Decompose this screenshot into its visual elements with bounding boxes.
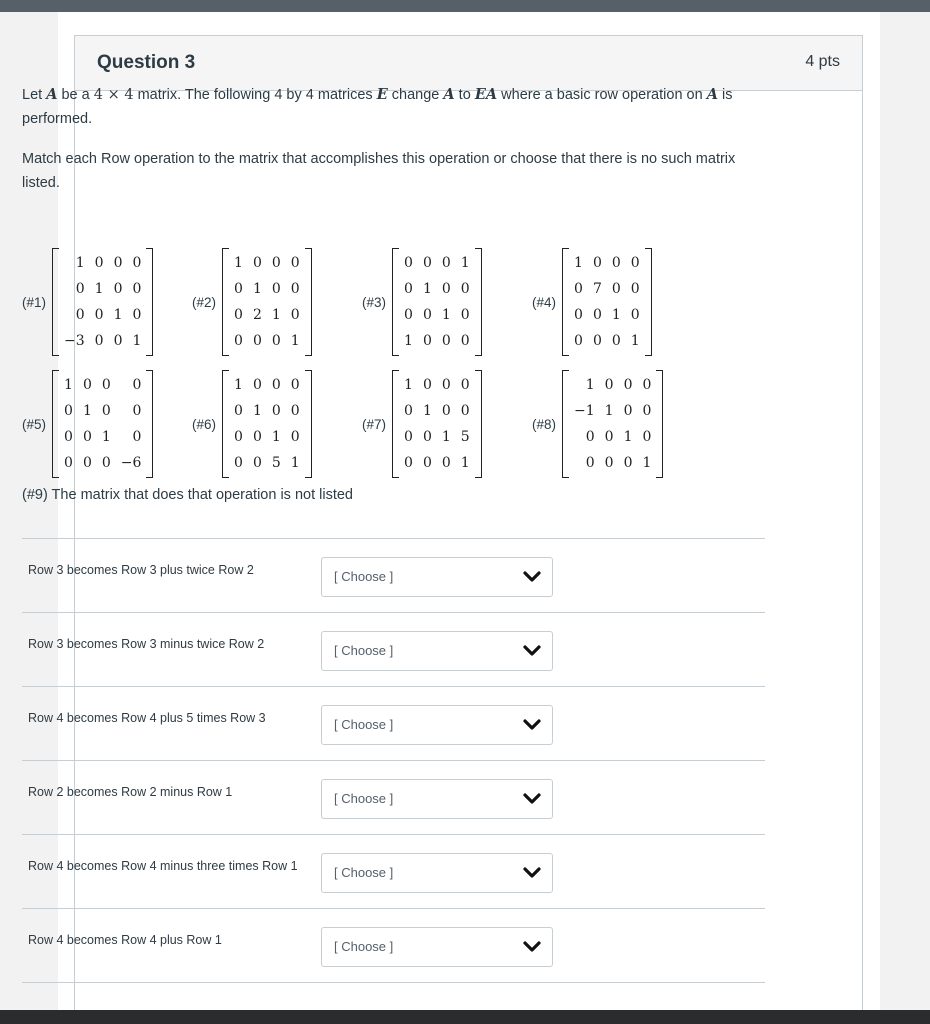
matrix-entry: 0 bbox=[82, 429, 92, 445]
answer-row bbox=[22, 834, 765, 908]
matrix-entry: 1 bbox=[630, 333, 640, 349]
matrix-table-row bbox=[229, 250, 305, 276]
matrix-entry: 1 bbox=[404, 333, 413, 349]
matrix-brackets bbox=[222, 248, 312, 356]
matrix-entry: 0 bbox=[460, 307, 470, 323]
matrix-entry: 0 bbox=[94, 333, 104, 349]
matrix-entry: 0 bbox=[604, 377, 614, 393]
matrix-entry: −3 bbox=[64, 333, 85, 349]
matrix-table-row bbox=[229, 398, 305, 424]
matrix-table-row bbox=[399, 250, 475, 276]
answer-row bbox=[22, 686, 765, 760]
matrix-entry: 0 bbox=[604, 429, 614, 445]
chevron-down-icon bbox=[522, 643, 542, 659]
matrix-entry: 0 bbox=[252, 377, 262, 393]
matrix-entry: 0 bbox=[234, 333, 243, 349]
matrix-entry: 0 bbox=[271, 403, 281, 419]
matrix-entry: 0 bbox=[75, 307, 85, 323]
matrix-entry: 1 bbox=[113, 307, 123, 323]
matrix-item bbox=[22, 248, 153, 356]
matrix-entry: 1 bbox=[252, 403, 262, 419]
matrix-entry: 2 bbox=[252, 307, 262, 323]
matrix-entry: 0 bbox=[642, 377, 652, 393]
matrix-entry: 0 bbox=[252, 255, 262, 271]
dropdown-selected-value: [ Choose ] bbox=[334, 865, 394, 880]
matrix-brackets bbox=[52, 248, 153, 356]
answer-dropdown[interactable] bbox=[321, 779, 553, 819]
matrix-table-row bbox=[569, 372, 656, 398]
chevron-down-icon bbox=[522, 865, 542, 881]
matrix-entry: 0 bbox=[404, 455, 413, 471]
matrix-entry: 1 bbox=[64, 377, 73, 393]
matrix-brackets bbox=[222, 370, 312, 478]
matrix-entry: 1 bbox=[604, 403, 614, 419]
matrix-entry: 0 bbox=[132, 377, 142, 393]
matrix-entry: 0 bbox=[611, 255, 621, 271]
matrix-entry: 0 bbox=[592, 255, 602, 271]
matrix-entry: 1 bbox=[574, 255, 583, 271]
chevron-down-icon bbox=[522, 717, 542, 733]
matrix-item bbox=[192, 248, 312, 356]
matrix-entry: 0 bbox=[460, 281, 470, 297]
matrix-brackets bbox=[562, 370, 663, 478]
answer-row bbox=[22, 908, 765, 982]
matrix-entry: 1 bbox=[441, 429, 451, 445]
answer-dropdown[interactable] bbox=[321, 927, 553, 967]
chevron-down-icon bbox=[522, 791, 542, 807]
matrix-entry: 1 bbox=[82, 403, 92, 419]
matrix-table-row bbox=[59, 302, 146, 328]
matrix-entry: 0 bbox=[234, 455, 243, 471]
matrix-list bbox=[22, 248, 767, 492]
matrix-entry: 0 bbox=[441, 255, 451, 271]
matrix-entry: 1 bbox=[611, 307, 621, 323]
matrix-table-row bbox=[59, 276, 146, 302]
answer-prompt: Row 4 becomes Row 4 plus 5 times Row 3 bbox=[28, 711, 266, 725]
matrix-item bbox=[362, 370, 482, 478]
matrix-table-row bbox=[569, 424, 656, 450]
answer-prompt: Row 2 becomes Row 2 minus Row 1 bbox=[28, 785, 233, 799]
matrix-table-row bbox=[569, 450, 656, 476]
matrix-entry: 0 bbox=[64, 403, 73, 419]
matrix-entry: 1 bbox=[585, 377, 595, 393]
matrix-entry: 0 bbox=[592, 307, 602, 323]
matrix-entry: 0 bbox=[611, 333, 621, 349]
matrix-entry: 0 bbox=[630, 281, 640, 297]
matrix-entry: 0 bbox=[234, 429, 243, 445]
matrix-entry: 0 bbox=[460, 333, 470, 349]
matrix-table-row bbox=[399, 302, 475, 328]
matrix-table-row bbox=[399, 424, 475, 450]
answer-list-divider bbox=[22, 982, 765, 1002]
matrix-item bbox=[532, 248, 652, 356]
matrix-entry: 0 bbox=[113, 281, 123, 297]
matrix-entry: 0 bbox=[404, 429, 413, 445]
matrix-entry: 0 bbox=[404, 281, 413, 297]
answer-prompt: Row 4 becomes Row 4 minus three times Row 1 bbox=[28, 859, 298, 873]
matrix-entry: 0 bbox=[290, 377, 300, 393]
matrix-entry: 0 bbox=[234, 307, 243, 323]
matrix-entry: 0 bbox=[404, 307, 413, 323]
matrix-entry: 0 bbox=[585, 455, 595, 471]
matrix-entry: 0 bbox=[585, 429, 595, 445]
browser-top-bar bbox=[0, 0, 930, 12]
matrix-item bbox=[362, 248, 482, 356]
matrix-table-row bbox=[569, 328, 645, 354]
matrix-entry: 0 bbox=[630, 255, 640, 271]
matrix-entry: 0 bbox=[252, 455, 262, 471]
matrix-table-row bbox=[229, 424, 305, 450]
matrix-entry: 0 bbox=[422, 255, 432, 271]
matrix-entry: 0 bbox=[132, 307, 142, 323]
matrix-entry: 1 bbox=[404, 377, 413, 393]
matrix-label: (#1) bbox=[22, 294, 47, 310]
answer-dropdown[interactable] bbox=[321, 853, 553, 893]
matrix-entry: 0 bbox=[271, 333, 281, 349]
matrix-table bbox=[399, 250, 475, 354]
taskbar bbox=[0, 1010, 930, 1024]
matrix-entry: 1 bbox=[234, 377, 243, 393]
matrix-table-row bbox=[59, 328, 146, 354]
matrix-table-row bbox=[569, 276, 645, 302]
matrix-entry: 0 bbox=[290, 307, 300, 323]
matrix-entry: 0 bbox=[290, 429, 300, 445]
dropdown-selected-value: [ Choose ] bbox=[334, 643, 394, 658]
matrix-entry: 0 bbox=[574, 281, 583, 297]
matrix-entry: 0 bbox=[75, 281, 85, 297]
matrix-entry: 1 bbox=[460, 455, 470, 471]
matrix-table-row bbox=[399, 450, 475, 476]
matrix-entry: 0 bbox=[113, 333, 123, 349]
matrix-entry: 1 bbox=[290, 455, 300, 471]
matrix-entry: 0 bbox=[460, 377, 470, 393]
matrix-entry: −6 bbox=[120, 455, 142, 471]
matrix-entry: 1 bbox=[642, 455, 652, 471]
matrix-entry: 1 bbox=[234, 255, 243, 271]
matrix-entry: 0 bbox=[441, 281, 451, 297]
matrix-table-row bbox=[569, 398, 656, 424]
matrix-table bbox=[569, 250, 645, 354]
matrix-entry: 0 bbox=[422, 455, 432, 471]
matrix-item bbox=[532, 370, 663, 478]
matrix-table-row bbox=[399, 276, 475, 302]
matrix-entry: 0 bbox=[574, 307, 583, 323]
matrix-entry: 0 bbox=[82, 455, 92, 471]
matrix-entry: 1 bbox=[75, 255, 85, 271]
matrix-entry: 7 bbox=[592, 281, 602, 297]
matrix-entry: 0 bbox=[290, 255, 300, 271]
matrix-entry: 0 bbox=[101, 377, 111, 393]
answer-dropdown[interactable] bbox=[321, 557, 553, 597]
matrix-entry: 0 bbox=[132, 255, 142, 271]
matrix-entry: 0 bbox=[234, 281, 243, 297]
matrix-table bbox=[569, 372, 656, 476]
matrix-entry: 0 bbox=[460, 403, 470, 419]
instruction-paragraph: Match each Row operation to the matrix that accomplishes this operation or choose that there is no such matrix listed. bbox=[22, 151, 736, 191]
matrix-brackets bbox=[562, 248, 652, 356]
matrix-row bbox=[22, 248, 767, 370]
matrix-entry: 1 bbox=[623, 429, 633, 445]
matrix-label: (#3) bbox=[362, 294, 387, 310]
matrix-entry: 1 bbox=[441, 307, 451, 323]
matrix-entry: 0 bbox=[94, 255, 104, 271]
matrix-entry: 0 bbox=[94, 307, 104, 323]
matrix-entry: 0 bbox=[290, 403, 300, 419]
matrix-entry: 1 bbox=[271, 429, 281, 445]
matrix-brackets bbox=[392, 248, 482, 356]
matrix-entry: 0 bbox=[422, 307, 432, 323]
matrix-entry: 0 bbox=[64, 429, 73, 445]
dropdown-selected-value: [ Choose ] bbox=[334, 717, 394, 732]
matrix-entry: 0 bbox=[290, 281, 300, 297]
matrix-table bbox=[229, 250, 305, 354]
chevron-down-icon bbox=[522, 569, 542, 585]
matrix-table-row bbox=[59, 450, 146, 476]
matrix-entry: 0 bbox=[592, 333, 602, 349]
intro-paragraph: Let A be a 4 × 4 matrix. The following 4 by 4 matrices E change A to EA where a basic row operation on A is performed. bbox=[22, 86, 733, 127]
matrix-entry: 5 bbox=[460, 429, 470, 445]
matrix-entry: 5 bbox=[271, 455, 281, 471]
matrix-entry: 0 bbox=[404, 255, 413, 271]
matrix-entry: 1 bbox=[422, 403, 432, 419]
matrix-entry: 0 bbox=[441, 455, 451, 471]
matrix-entry: 1 bbox=[460, 255, 470, 271]
matrix-entry: 0 bbox=[422, 429, 432, 445]
matrix-table-row bbox=[229, 302, 305, 328]
matrix-item bbox=[192, 370, 312, 478]
matrix-entry: 1 bbox=[290, 333, 300, 349]
answer-list bbox=[22, 538, 765, 1002]
matrix-entry: 0 bbox=[623, 403, 633, 419]
matrix-entry: 0 bbox=[113, 255, 123, 271]
matrix-entry: −1 bbox=[574, 403, 595, 419]
matrix-entry: 0 bbox=[132, 403, 142, 419]
matrix-entry: 0 bbox=[82, 377, 92, 393]
matrix-table bbox=[399, 372, 475, 476]
matrix-entry: 0 bbox=[441, 333, 451, 349]
dropdown-selected-value: [ Choose ] bbox=[334, 569, 394, 584]
matrix-entry: 0 bbox=[252, 333, 262, 349]
matrix-entry: 0 bbox=[642, 403, 652, 419]
matrix-table-row bbox=[229, 276, 305, 302]
matrix-entry: 1 bbox=[271, 307, 281, 323]
matrix-label: (#8) bbox=[532, 416, 557, 432]
dropdown-selected-value: [ Choose ] bbox=[334, 791, 394, 806]
matrix-brackets bbox=[52, 370, 153, 478]
answer-dropdown[interactable] bbox=[321, 631, 553, 671]
matrix-entry: 1 bbox=[94, 281, 104, 297]
answer-row bbox=[22, 538, 765, 612]
matrix-item bbox=[22, 370, 153, 478]
matrix-table-row bbox=[399, 328, 475, 354]
matrix-label: (#6) bbox=[192, 416, 217, 432]
matrix-table-row bbox=[229, 450, 305, 476]
matrix-entry: 1 bbox=[132, 333, 142, 349]
matrix-entry: 0 bbox=[422, 377, 432, 393]
chevron-down-icon bbox=[522, 939, 542, 955]
not-listed-option: (#9) The matrix that does that operation is not listed bbox=[22, 487, 353, 503]
matrix-entry: 0 bbox=[642, 429, 652, 445]
question-text bbox=[22, 83, 767, 211]
matrix-row bbox=[22, 370, 767, 492]
dropdown-selected-value: [ Choose ] bbox=[334, 939, 394, 954]
matrix-entry: 0 bbox=[623, 455, 633, 471]
answer-prompt: Row 4 becomes Row 4 plus Row 1 bbox=[28, 933, 222, 947]
matrix-label: (#4) bbox=[532, 294, 557, 310]
answer-prompt: Row 3 becomes Row 3 plus twice Row 2 bbox=[28, 563, 254, 577]
matrix-table-row bbox=[399, 372, 475, 398]
matrix-brackets bbox=[392, 370, 482, 478]
matrix-entry: 0 bbox=[604, 455, 614, 471]
matrix-table-row bbox=[569, 250, 645, 276]
matrix-entry: 0 bbox=[611, 281, 621, 297]
matrix-table-row bbox=[59, 250, 146, 276]
answer-row bbox=[22, 612, 765, 686]
matrix-entry: 0 bbox=[271, 377, 281, 393]
matrix-table bbox=[59, 372, 146, 476]
matrix-label: (#7) bbox=[362, 416, 387, 432]
matrix-entry: 0 bbox=[422, 333, 432, 349]
matrix-entry: 0 bbox=[271, 281, 281, 297]
matrix-entry: 0 bbox=[101, 455, 111, 471]
matrix-table-row bbox=[399, 398, 475, 424]
matrix-label: (#2) bbox=[192, 294, 217, 310]
matrix-entry: 1 bbox=[422, 281, 432, 297]
answer-dropdown[interactable] bbox=[321, 705, 553, 745]
answer-row bbox=[22, 760, 765, 834]
matrix-entry: 0 bbox=[623, 377, 633, 393]
matrix-entry: 0 bbox=[132, 281, 142, 297]
matrix-table bbox=[229, 372, 305, 476]
question-title: Question 3 bbox=[97, 52, 196, 73]
matrix-table-row bbox=[569, 302, 645, 328]
matrix-table-row bbox=[229, 372, 305, 398]
matrix-entry: 0 bbox=[404, 403, 413, 419]
matrix-table-row bbox=[59, 398, 146, 424]
matrix-entry: 0 bbox=[574, 333, 583, 349]
matrix-entry: 0 bbox=[234, 403, 243, 419]
question-points: 4 pts bbox=[805, 53, 840, 70]
matrix-entry: 0 bbox=[271, 255, 281, 271]
matrix-entry: 0 bbox=[64, 455, 73, 471]
matrix-table-row bbox=[59, 424, 146, 450]
matrix-entry: 0 bbox=[441, 403, 451, 419]
matrix-entry: 0 bbox=[441, 377, 451, 393]
matrix-entry: 1 bbox=[252, 281, 262, 297]
matrix-table bbox=[59, 250, 146, 354]
matrix-entry: 0 bbox=[101, 403, 111, 419]
matrix-entry: 0 bbox=[132, 429, 142, 445]
answer-prompt: Row 3 becomes Row 3 minus twice Row 2 bbox=[28, 637, 265, 651]
matrix-label: (#5) bbox=[22, 416, 47, 432]
matrix-entry: 0 bbox=[252, 429, 262, 445]
matrix-table-row bbox=[59, 372, 146, 398]
matrix-table-row bbox=[229, 328, 305, 354]
matrix-entry: 0 bbox=[630, 307, 640, 323]
matrix-entry: 1 bbox=[101, 429, 111, 445]
